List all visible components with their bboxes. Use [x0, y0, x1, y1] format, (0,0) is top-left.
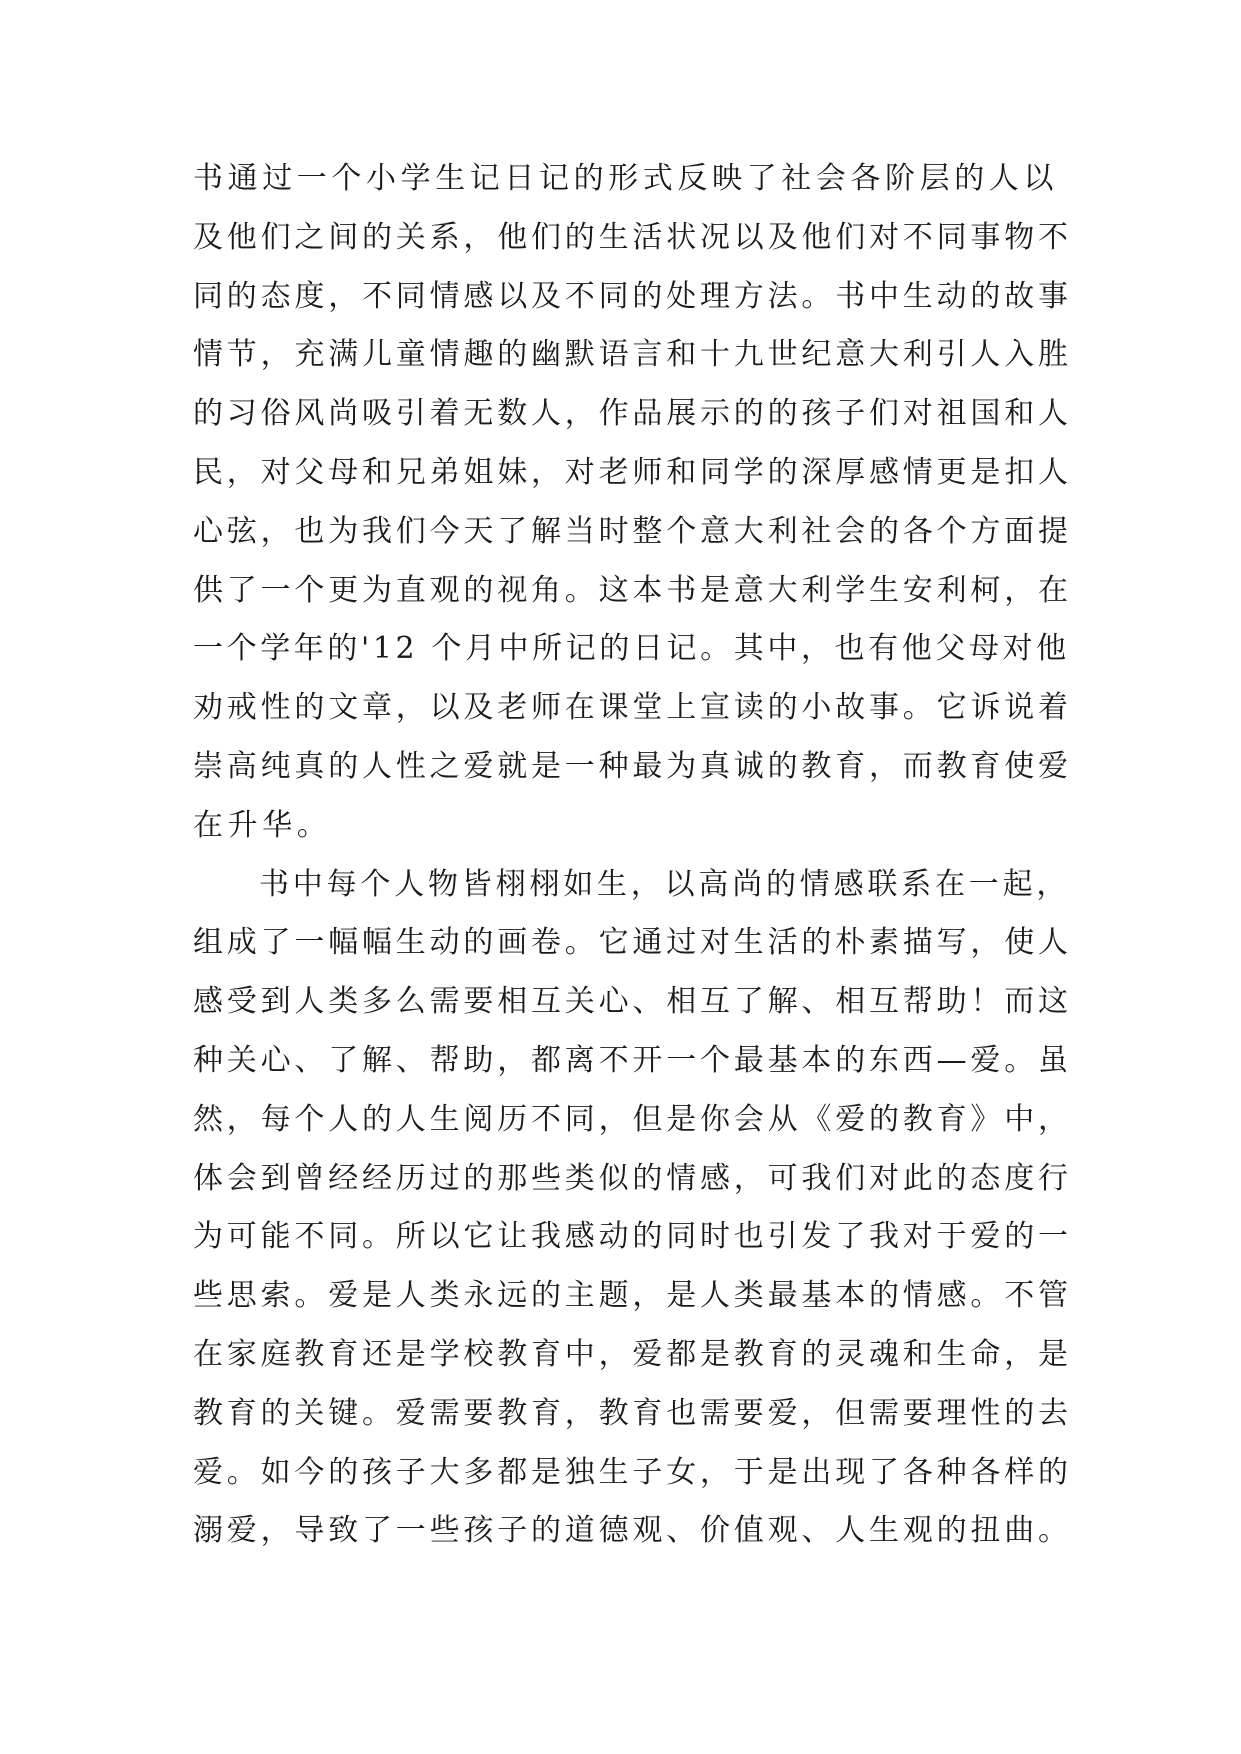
- text-line: 爱。如今的孩子大多都是独生子女，于是出现了各种各样的: [193, 1454, 1072, 1490]
- text-line: 在升华。: [193, 807, 332, 843]
- text-line: 心弦，也为我们今天了解当时整个意大利社会的各个方面提: [193, 513, 1072, 549]
- document-body: [193, 150, 1073, 1561]
- text-line: 感受到人类多么需要相互关心、相互了解、相互帮助！而这: [193, 984, 1072, 1020]
- text-line: 的习俗风尚吸引着无数人，作品展示的的孩子们对祖国和人: [193, 396, 1072, 432]
- text-line: 一个学年的'12 个月中所记的日记。其中，也有他父母对他: [193, 631, 1070, 667]
- text-line: 在家庭教育还是学校教育中，爱都是教育的灵魂和生命，是: [193, 1336, 1072, 1372]
- text-line: 些思索。爱是人类永远的主题，是人类最基本的情感。不管: [193, 1278, 1072, 1314]
- text-line: 崇高纯真的人性之爱就是一种最为真诚的教育，而教育使爱: [193, 748, 1072, 784]
- text-line: 然，每个人的人生阅历不同，但是你会从《爱的教育》中，: [193, 1101, 1072, 1137]
- text-line: 体会到曾经经历过的那些类似的情感，可我们对此的态度行: [193, 1160, 1072, 1196]
- text-line: 种关心、了解、帮助，都离不开一个最基本的东西—爱。虽: [193, 1042, 1072, 1078]
- text-line: 组成了一幅幅生动的画卷。它通过对生活的朴素描写，使人: [193, 925, 1072, 961]
- text-line: 同的态度，不同情感以及不同的处理方法。书中生动的故事: [193, 278, 1072, 314]
- text-line: 供了一个更为直观的视角。这本书是意大利学生安利柯，在: [193, 572, 1072, 608]
- text-line: 民，对父母和兄弟姐妹，对老师和同学的深厚感情更是扣人: [193, 454, 1072, 490]
- text-line: 溺爱，导致了一些孩子的道德观、价值观、人生观的扭曲。: [193, 1513, 1072, 1549]
- text-line: 教育的关键。爱需要教育，教育也需要爱，但需要理性的去: [193, 1395, 1072, 1431]
- text-line: 为可能不同。所以它让我感动的同时也引发了我对于爱的一: [193, 1219, 1072, 1255]
- text-line: 劝戒性的文章，以及老师在课堂上宣读的小故事。它诉说着: [193, 690, 1072, 726]
- paragraph-2: [193, 856, 1073, 1562]
- paragraph-1: [193, 150, 1073, 856]
- text-line: 及他们之间的关系，他们的生活状况以及他们对不同事物不: [193, 219, 1072, 255]
- text-line: 书中每个人物皆栩栩如生，以高尚的情感联系在一起，: [259, 866, 1071, 902]
- text-line: 书通过一个小学生记日记的形式反映了社会各阶层的人以: [193, 161, 1058, 196]
- text-line: 情节，充满儿童情趣的幽默语言和十九世纪意大利引人入胜: [193, 337, 1072, 373]
